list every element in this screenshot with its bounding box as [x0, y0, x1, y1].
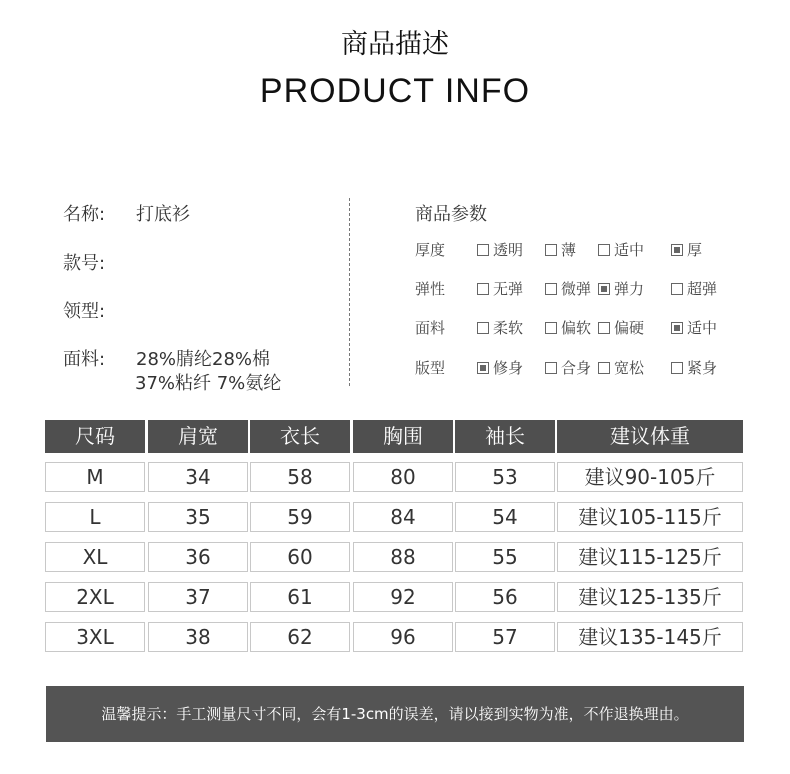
param-option — [671, 317, 717, 338]
param-option-text: 厚 — [687, 241, 703, 259]
checked-box-icon — [671, 322, 683, 334]
unchecked-box-icon — [671, 362, 683, 374]
table-cell: 55 — [455, 542, 555, 572]
param-option — [598, 239, 644, 260]
table-cell: 59 — [250, 502, 350, 532]
table-cell: 2XL — [45, 582, 145, 612]
table-cell: 34 — [148, 462, 248, 492]
param-option-text: 宽松 — [614, 359, 645, 377]
table-header-cell: 建议体重 — [557, 420, 743, 453]
unchecked-box-icon — [477, 322, 489, 334]
table-cell: 38 — [148, 622, 248, 652]
param-option-text: 合身 — [561, 359, 592, 377]
table-header-cell: 衣长 — [250, 420, 350, 453]
table-cell: 建议90-105斤 — [557, 462, 743, 492]
unchecked-box-icon — [598, 362, 610, 374]
table-cell: 61 — [250, 582, 350, 612]
fabric-value-line1: 28%腈纶28%棉 — [136, 349, 271, 370]
param-option-text: 偏软 — [561, 319, 592, 337]
param-option — [545, 239, 576, 260]
table-cell: 53 — [455, 462, 555, 492]
table-cell: 建议125-135斤 — [557, 582, 743, 612]
table-cell: 35 — [148, 502, 248, 532]
table-cell: 80 — [353, 462, 453, 492]
param-option — [477, 239, 523, 260]
table-header-cell: 尺码 — [45, 420, 145, 453]
table-cell: 37 — [148, 582, 248, 612]
param-option-text: 无弹 — [493, 280, 524, 298]
param-option-text: 适中 — [687, 319, 718, 337]
param-option — [477, 357, 523, 378]
param-option — [545, 317, 591, 338]
table-cell: 88 — [353, 542, 453, 572]
param-option-text: 柔软 — [493, 319, 524, 337]
table-cell: M — [45, 462, 145, 492]
param-label: 版型 — [415, 359, 446, 377]
table-cell: 58 — [250, 462, 350, 492]
param-option — [671, 278, 717, 299]
table-cell: 92 — [353, 582, 453, 612]
checked-box-icon — [598, 283, 610, 295]
param-option — [477, 317, 523, 338]
collar-label: 领型: — [63, 301, 106, 322]
param-option — [598, 357, 644, 378]
param-option-text: 紧身 — [687, 359, 718, 377]
checked-box-icon — [671, 244, 683, 256]
param-label: 弹性 — [415, 280, 446, 298]
fabric-label: 面料: — [63, 349, 106, 370]
table-header-cell: 胸围 — [353, 420, 453, 453]
table-cell: 60 — [250, 542, 350, 572]
unchecked-box-icon — [598, 244, 610, 256]
table-cell: 96 — [353, 622, 453, 652]
param-option-text: 薄 — [561, 241, 577, 259]
page-title-en: PRODUCT INFO — [259, 72, 531, 110]
name-label: 名称: — [63, 204, 106, 225]
param-option — [671, 239, 702, 260]
unchecked-box-icon — [671, 283, 683, 295]
unchecked-box-icon — [477, 244, 489, 256]
notice-banner: 温馨提示：手工测量尺寸不同，会有1-3cm的误差，请以接到实物为准，不作退换理由。 — [46, 686, 744, 742]
table-cell: L — [45, 502, 145, 532]
param-option-text: 偏硬 — [614, 319, 645, 337]
param-option — [671, 357, 717, 378]
style-no-label: 款号: — [63, 253, 106, 274]
param-option — [545, 278, 591, 299]
param-option — [598, 317, 644, 338]
name-value: 打底衫 — [136, 204, 190, 225]
dashed-divider — [349, 198, 350, 386]
table-header-cell: 袖长 — [455, 420, 555, 453]
unchecked-box-icon — [545, 283, 557, 295]
param-option-text: 适中 — [614, 241, 645, 259]
table-cell: 84 — [353, 502, 453, 532]
unchecked-box-icon — [598, 322, 610, 334]
checked-box-icon — [477, 362, 489, 374]
param-option — [598, 278, 644, 299]
table-cell: 建议105-115斤 — [557, 502, 743, 532]
unchecked-box-icon — [545, 244, 557, 256]
param-option — [477, 278, 523, 299]
param-option-text: 微弹 — [561, 280, 592, 298]
table-cell: 建议135-145斤 — [557, 622, 743, 652]
param-option-text: 透明 — [493, 241, 524, 259]
table-cell: 3XL — [45, 622, 145, 652]
table-cell: 36 — [148, 542, 248, 572]
table-cell: 56 — [455, 582, 555, 612]
unchecked-box-icon — [545, 362, 557, 374]
table-cell: 建议115-125斤 — [557, 542, 743, 572]
unchecked-box-icon — [477, 283, 489, 295]
param-label: 面料 — [415, 319, 446, 337]
table-cell: 57 — [455, 622, 555, 652]
table-cell: 62 — [250, 622, 350, 652]
param-option-text: 弹力 — [614, 280, 645, 298]
unchecked-box-icon — [545, 322, 557, 334]
table-cell: 54 — [455, 502, 555, 532]
table-header-cell: 肩宽 — [148, 420, 248, 453]
params-title: 商品参数 — [415, 204, 487, 225]
param-option — [545, 357, 591, 378]
param-option-text: 修身 — [493, 359, 524, 377]
page-title-cn: 商品描述 — [341, 29, 449, 60]
table-cell: XL — [45, 542, 145, 572]
param-option-text: 超弹 — [687, 280, 718, 298]
param-label: 厚度 — [415, 241, 446, 259]
fabric-value-line2: 37%粘纤 7%氨纶 — [135, 373, 282, 394]
